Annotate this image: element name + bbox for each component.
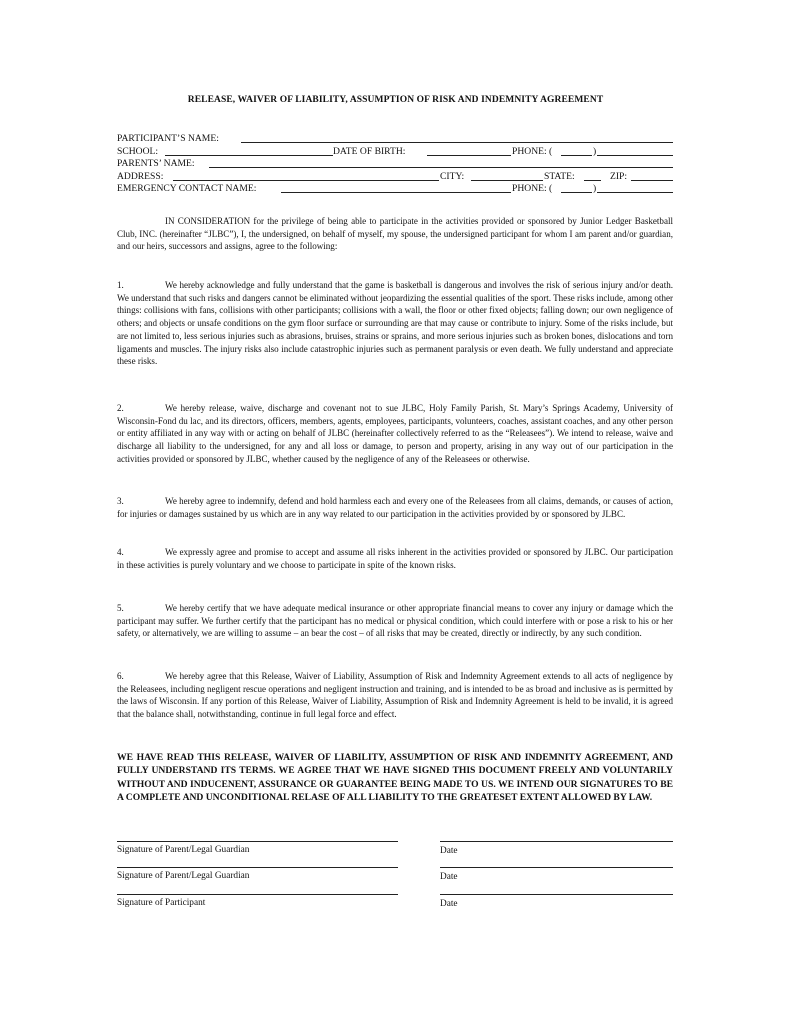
clause-number: 5. xyxy=(117,603,124,613)
clause-number: 1. xyxy=(117,280,124,290)
signature-label-participant: Signature of Participant xyxy=(117,898,206,908)
signature-line-participant[interactable] xyxy=(117,894,398,895)
phone2-close-paren: ) xyxy=(593,183,597,194)
clause-number: 6. xyxy=(117,671,124,681)
clause-text: We hereby agree to indemnify, defend and hold harmless each and every one of the Releasees from all claims, demands, or causes of action, for injuries or damages sustained by us which are in any way related to our participation in the activities provided by or sponsored by JLBC. xyxy=(117,496,673,519)
state-label: STATE: xyxy=(544,170,575,182)
clause-text: We hereby release, waive, discharge and covenant not to sue JLBC, Holy Family Parish, St. Mary’s Springs Academy, University of Wisconsin-Fond du lac, and its directors, officers, members, agents, employees, participants, volunteers, coaches, assistant coaches, and any other person or entity affiliated in any way with or acting on behalf of JLBC (hereinafter collectively referred to as the “Releasees”). We intend to release, waive and discharge all liability to the undersigned, for any and all loss or damage, to person and property, arising in any way out of our participation in the activities provided or sponsored by JLBC, whether caused by the negligence of any of the Releasees or otherwise. xyxy=(117,403,673,464)
parents-name-label: PARENTS’ NAME: xyxy=(117,158,195,169)
clause-6 xyxy=(117,670,673,721)
participant-name-label: PARTICIPANT’S NAME: xyxy=(117,133,219,144)
signature-line-parent-2[interactable] xyxy=(117,867,398,868)
address-label: ADDRESS: xyxy=(117,170,164,182)
signature-label-parent-2: Signature of Parent/Legal Guardian xyxy=(117,871,250,881)
clause-1 xyxy=(117,279,673,368)
clause-number: 2. xyxy=(117,403,124,413)
document-title: RELEASE, WAIVER OF LIABILITY, ASSUMPTION OF RISK AND INDEMNITY AGREEMENT xyxy=(187,95,604,105)
signature-line-parent-1[interactable] xyxy=(117,841,398,842)
phone-close-paren: ) xyxy=(593,145,597,157)
emergency-contact-field[interactable] xyxy=(281,192,511,193)
acknowledgement-notice: WE HAVE READ THIS RELEASE, WAIVER OF LIABILITY, ASSUMPTION OF RISK AND INDEMNITY AGREEMENT, AND FULLY UNDERSTAND ITS TERMS. WE AGREE THAT WE HAVE SIGNED THIS DOCUMENT FREELY AND VOLUNTARILY WITHOUT AND INDUCENENT, ASSURANCE OR GUARANTEE BEING MADE TO US. WE INTEND OUR SIGNATURES TO BE A COMPLETE AND UNCONDITIONAL RELASE OF ALL LIABILITY TO THE GREATESET EXTENT ALLOWED BY LAW. xyxy=(117,752,673,803)
parents-name-row xyxy=(117,156,673,169)
date-line-parent-1[interactable] xyxy=(440,841,673,842)
phone2-area-field[interactable] xyxy=(561,192,592,193)
clause-2 xyxy=(117,402,673,466)
date-of-birth-label: DATE OF BIRTH: xyxy=(333,145,406,157)
clause-4 xyxy=(117,546,673,571)
zip-label: ZIP: xyxy=(610,170,628,182)
date-label-participant: Date xyxy=(440,899,458,909)
signature-label-parent-1: Signature of Parent/Legal Guardian xyxy=(117,845,250,855)
phone2-label: PHONE: ( xyxy=(512,183,553,194)
city-label: CITY: xyxy=(440,170,465,182)
date-label-parent-2: Date xyxy=(440,872,458,882)
emergency-contact-row xyxy=(117,181,673,194)
school-label: SCHOOL: xyxy=(117,145,159,157)
intro-paragraph: IN CONSIDERATION for the privilege of being able to participate in the activities provided or sponsored by Junior Ledger Basketball Club, INC. (hereinafter “JLBC”), I, the undersigned, on behalf of myself, my spouse, the undersigned participant for whom I am parent and/or guardian, and our heirs, successors and assigns, agree to the following: xyxy=(117,216,673,252)
participant-name-row xyxy=(117,131,673,144)
clause-text: We hereby certify that we have adequate medical insurance or other appropriate financial means to cover any injury or damage which the participant may suffer. We further certify that the participant has no medical or physical condition, which could interfere with or pose a risk to his or her safety, or alternatively, we are willing to assume – an bear the cost – of all risks that may be created, directly or indirectly, by any such condition. xyxy=(117,603,673,639)
clause-number: 4. xyxy=(117,547,124,557)
date-line-participant[interactable] xyxy=(440,894,673,895)
emergency-contact-label: EMERGENCY CONTACT NAME: xyxy=(117,183,257,194)
clause-text: We hereby agree that this Release, Waiver of Liability, Assumption of Risk and Indemnity Agreement extends to all acts of negligence by the Releasees, including negligent rescue operations and negligent instruction and training, and is intended to be as broad and inclusive as is permitted by the laws of Wisconsin. If any portion of this Release, Waiver of Liability, Assumption of Risk and Indemnity Agreement is held to be invalid, it is agreed that the balance shall, notwithstanding, continue in full legal force and effect. xyxy=(117,671,673,720)
date-label-parent-1: Date xyxy=(440,846,458,856)
clause-text: We expressly agree and promise to accept and assume all risks inherent in the activities provided or sponsored by JLBC. Our participation in these activities is purely voluntary and we choose to participate in spite of the known risks. xyxy=(117,547,673,570)
address-row xyxy=(117,169,673,182)
school-row xyxy=(117,144,673,157)
clause-3 xyxy=(117,495,673,520)
phone-label: PHONE: ( xyxy=(512,145,553,157)
clause-text: We hereby acknowledge and fully understand that the game is basketball is dangerous and involves the risk of serious injury and/or death. We understand that such risks and dangers cannot be eliminated without jeopardizing the essential qualities of the sport. These risks include, among other things: collisions with fans, collisions with other participants; collisions with a wall, the floor or other fixed objects; falling down; our own negligence of others; and objects or unsafe conditions on the gym floor surface or surrounding are that may cause or contribute to injury. Some of the risks include, but are not limited to, less serious injuries such as abrasions, bruises, strains or sprains, and more serious injuries such as broken bones, dislocations and torn ligaments and muscles. The injury risks also include catastrophic injuries such as permanent paralysis or even death. We fully understand and appreciate these risks. xyxy=(117,280,673,367)
clause-number: 3. xyxy=(117,496,124,506)
date-line-parent-2[interactable] xyxy=(440,867,673,868)
phone2-field[interactable] xyxy=(597,192,673,193)
clause-5 xyxy=(117,602,673,640)
